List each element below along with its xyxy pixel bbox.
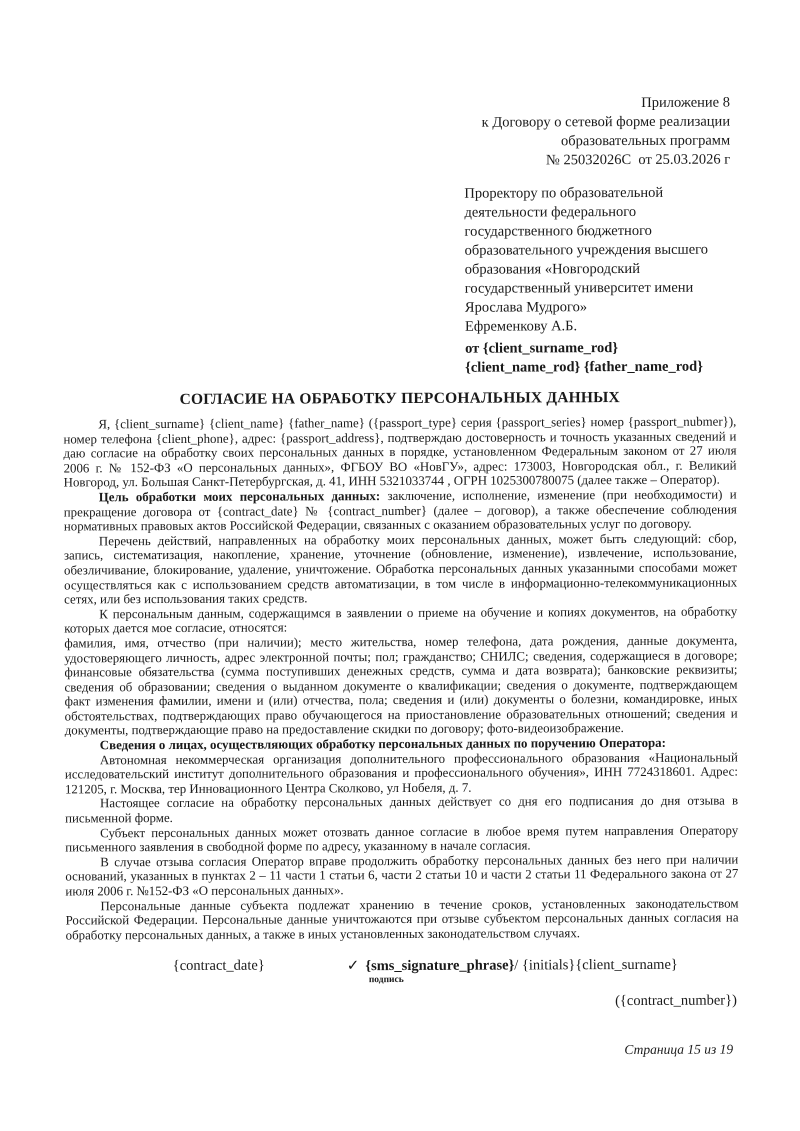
signature-caption: подпись <box>368 975 404 986</box>
sms-signature-phrase: {sms_signature_phrase} <box>365 957 515 975</box>
contract-date: {contract_date} <box>172 957 265 975</box>
paragraph-purpose: Цель обработки моих персональных данных: заключение, исполнение, изменение (при необходимости) и прекращение договора от {contract_date} № {contract_number} (далее – договор), а также обеспечение соблюдения нормативных правовых актов Российской Федерации, связанных с оказанием образовательных услуг по договору. <box>63 487 737 534</box>
signatory-name: / {initials}{client_surname} <box>514 957 678 974</box>
document-title: СОГЛАСИЕ НА ОБРАБОТКУ ПЕРСОНАЛЬНЫХ ДАННЫХ <box>179 389 620 408</box>
signature-row <box>66 955 739 987</box>
paragraph-storage: Персональные данные субъекта подлежат хранению в течение сроков, установленных законодательством Российской Федерации. Персональные данные уничтожаются при отзыве субъектом персональных данных согласия на обработку персональных данных, а также в иных установленных законодательством случаях. <box>65 896 739 943</box>
paragraph-processor-org: Автономная некоммерческая организация дополнительного профессионального образования «Национальный исследовательский институт дополнительного образования и профессионального обучения», ИНН 7724318601. Адрес: 121205, г. Москва, тер Инновационного Центра Сколково, ул Нобеля, д. 7. <box>64 750 738 797</box>
paragraph-processors-heading: Сведения о лицах, осуществляющих обработку персональных данных по поручению Оператора: <box>99 735 666 753</box>
paragraph-withdrawal-exceptions: В случае отзыва согласия Оператор вправе продолжить обработку персональных данных без него при наличии оснований, указанных в пунктах 2 – 11 части 1 статьи 6, части 2 статьи 10 и части 2 статьи 11 Федерального закона от 27 июля 2006 г. №152-ФЗ «О персональных данных». <box>65 852 739 899</box>
contract-number: ({contract_number}) <box>615 992 737 1010</box>
from-block: от {client_surname_rod} {client_name_rod} {father_name_rod} <box>465 340 703 376</box>
appendix-header: Приложение 8 к Договору о сетевой форме реализации образовательных программ № 25032026С от 25.03.2026 г <box>481 94 731 169</box>
paragraph-data-intro: К персональным данным, содержащимся в заявлении о приеме на обучение и копиях документов, на обработку которых дается мое согласие, относятся: <box>64 604 738 636</box>
signature-block <box>347 955 678 985</box>
paragraph-data-list: фамилия, имя, отчество (при наличии); место жительства, номер телефона, дата рождения, данные документа, удостоверяющего личность, адрес электронной почты; пол; гражданство; СНИЛС; сведения, содержащиеся в договоре; финансовые обязательства (сумма поступивших денежных средств, сумма и дата возврата); банковские реквизиты; сведения об образовании; сведения о выданном документе о квалификации; сведения о документе, подтверждающем факт изменения фамилии, имени и (или) отчества, пола; сведения и (или) документы о болезни, командировке, иных обстоятельствах, подтверждающих право обучающегося на приостановление образовательных отношений; сведения и документы, подтверждающие право на предоставление скидки по договору; фото-видеоизображение. <box>64 633 738 738</box>
signature-line <box>347 957 678 974</box>
paragraph-identity: Я, {client_surname} {client_name} {father_name} ({passport_type} серия {passport_series} номер {passport_nubmer}), номер телефона {client_phone}, адрес: {passport_address}, подтверждаю достоверность и точность указанных сведений и даю согласие на обработку своих персональных данных в порядке, установленном Федеральным законом от 27 июля 2006 г. № 152-ФЗ «О персональных данных», ФГБОУ ВО «НовГУ», адрес: 173003, Новгородская обл., г. Великий Новгород, ул. Большая Санкт-Петербургская, д. 41, ИНН 5321033744 , ОГРН 1025300780075 (далее также – Оператор). <box>63 414 737 490</box>
page-number: Страница 15 из 19 <box>624 1041 734 1058</box>
paragraph-withdrawal: Субъект персональных данных может отозвать данное согласие в любое время путем направления Оператору письменного заявления в свободной форме по адресу, указанному в начале согласия. <box>65 823 739 855</box>
paragraph-actions: Перечень действий, направленных на обработку моих персональных данных, может быть следующий: сбор, запись, систематизация, накопление, хранение, уточнение (обновление, изменение), извлечение, использование, обезличивание, блокирование, удаление, уничтожение. Обработка персональных данных указанными способами может осуществляться как с использованием средств автоматизации, в том числе в информационно-телекоммуникационных сетях, или без использования таких средств. <box>63 531 738 607</box>
paragraph-validity: Настоящее согласие на обработку персональных данных действует со дня его подписания до дня отзыва в письменной форме. <box>65 793 739 826</box>
addressee-block: Проректору по образовательной деятельности федерального государственного бюджетного образовательного учреждения высшего образования «Новгородский государственный университет имени Ярослава Мудрого» Ефременкову А.Б. <box>464 184 709 335</box>
document-body <box>63 415 738 943</box>
checkmark-icon: ✓ <box>346 956 360 975</box>
